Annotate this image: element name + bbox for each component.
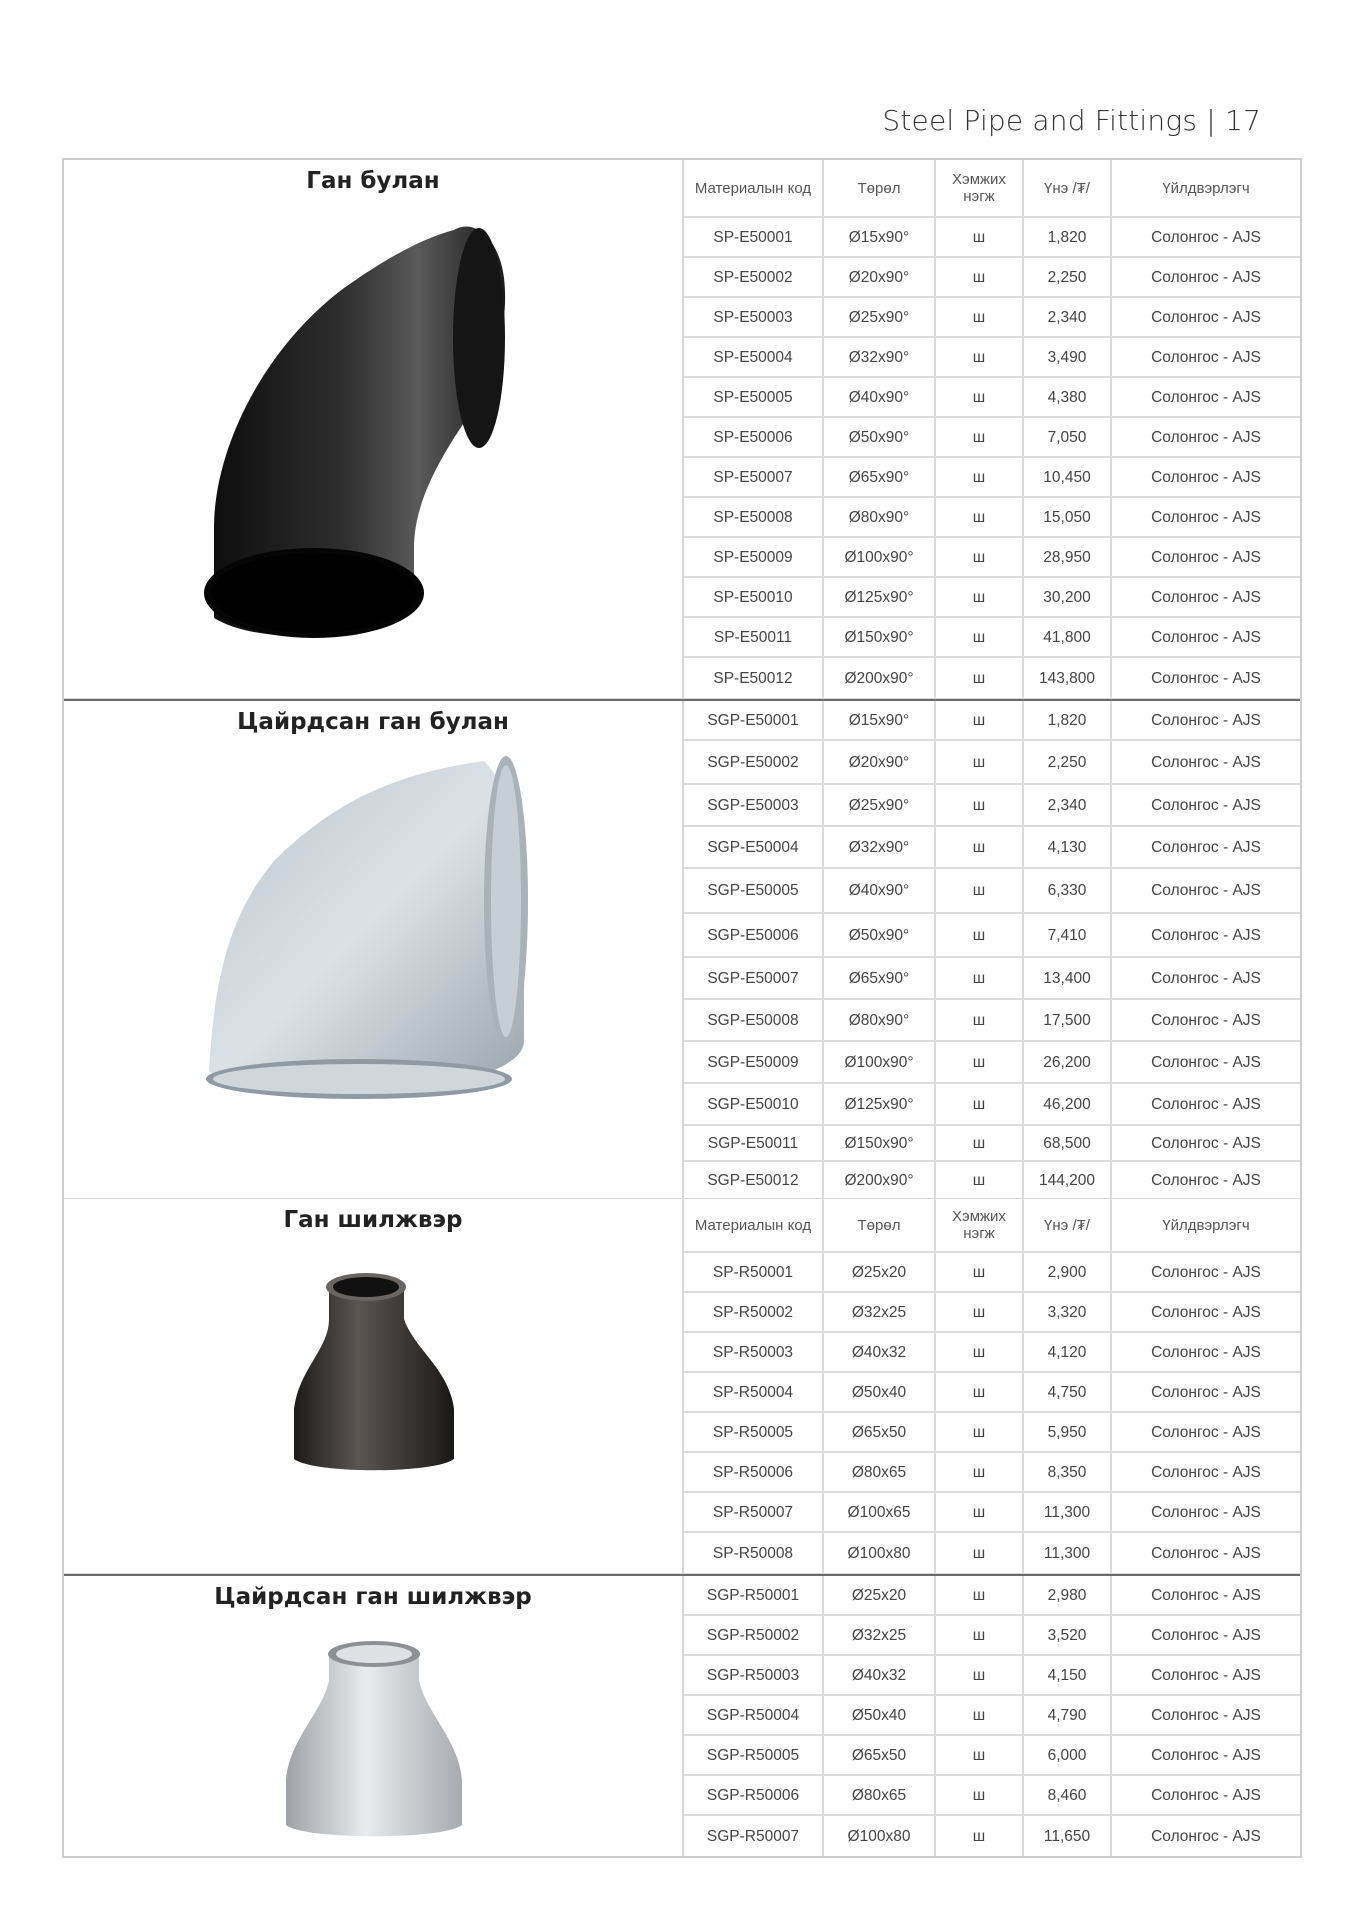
cell-price: 143,800: [1024, 658, 1112, 698]
cell-material-code: SGP-E50002: [684, 741, 824, 783]
cell-material-code: SP-E50005: [684, 378, 824, 416]
cell-material-code: SP-E50007: [684, 458, 824, 496]
cell-price: 6,330: [1024, 869, 1112, 912]
cell-material-code: SP-R50008: [684, 1533, 824, 1573]
cell-type: Ø100x90°: [824, 538, 936, 576]
cell-type: Ø32x25: [824, 1293, 936, 1331]
cell-material-code: SP-R50007: [684, 1493, 824, 1531]
cell-unit: ш: [936, 1776, 1024, 1814]
cell-material-code: SGP-R50002: [684, 1616, 824, 1654]
cell-price: 26,200: [1024, 1042, 1112, 1082]
table-row: [684, 827, 1300, 869]
price-table: [684, 1576, 1300, 1856]
cell-unit: ш: [936, 1616, 1024, 1654]
cell-type: Ø25x20: [824, 1576, 936, 1614]
cell-unit: ш: [936, 538, 1024, 576]
cell-price: 2,900: [1024, 1253, 1112, 1291]
header-type: Төрөл: [824, 160, 936, 216]
cell-unit: ш: [936, 218, 1024, 256]
header-manufacturer: Үйлдвэрлэгч: [1162, 1216, 1250, 1234]
cell-material-code: SP-R50004: [684, 1373, 824, 1411]
cell-price: 3,490: [1024, 338, 1112, 376]
table-row: [684, 1333, 1300, 1373]
cell-unit: ш: [936, 1333, 1024, 1371]
table-row: [684, 1453, 1300, 1493]
galvanized-elbow-icon: [154, 741, 614, 1161]
section-title: Ган шилжвэр: [283, 1207, 463, 1233]
cell-material-code: SGP-E50005: [684, 869, 824, 912]
cell-price: 4,130: [1024, 827, 1112, 867]
cell-manufacturer: Солонгос - AJS: [1151, 1095, 1261, 1113]
cell-price: 4,380: [1024, 378, 1112, 416]
cell-unit: ш: [936, 914, 1024, 956]
cell-manufacturer: Солонгос - AJS: [1151, 753, 1261, 771]
cell-unit: ш: [936, 618, 1024, 656]
cell-manufacturer: Солонгос - AJS: [1151, 1383, 1261, 1401]
table-row: [684, 1816, 1300, 1856]
cell-price: 8,350: [1024, 1453, 1112, 1491]
header-price: Үнэ /₮/: [1024, 1199, 1112, 1251]
cell-type: Ø100x80: [824, 1816, 936, 1856]
cell-material-code: SGP-E50009: [684, 1042, 824, 1082]
price-catalog: [62, 158, 1302, 1858]
section-title: Ган булан: [306, 168, 440, 194]
table-row: [684, 258, 1300, 298]
table-row: [684, 658, 1300, 698]
table-row: [684, 914, 1300, 958]
price-table: [684, 160, 1300, 698]
price-table: [684, 701, 1300, 1198]
cell-unit: ш: [936, 258, 1024, 296]
cell-type: Ø65x50: [824, 1736, 936, 1774]
cell-type: Ø150x90°: [824, 618, 936, 656]
table-row: [684, 741, 1300, 785]
table-row: [684, 458, 1300, 498]
section-visual: [64, 1199, 684, 1573]
cell-price: 1,820: [1024, 218, 1112, 256]
cell-unit: ш: [936, 1293, 1024, 1331]
header-type: Төрөл: [824, 1199, 936, 1251]
cell-material-code: SP-E50012: [684, 658, 824, 698]
cell-price: 1,820: [1024, 701, 1112, 739]
cell-type: Ø200x90°: [824, 1162, 936, 1198]
table-row: [684, 1576, 1300, 1616]
cell-unit: ш: [936, 298, 1024, 336]
cell-unit: ш: [936, 827, 1024, 867]
table-row: [684, 785, 1300, 827]
table-row: [684, 1126, 1300, 1162]
cell-manufacturer: Солонгос - AJS: [1151, 1423, 1261, 1441]
cell-unit: ш: [936, 1453, 1024, 1491]
cell-material-code: SP-E50009: [684, 538, 824, 576]
price-table: [684, 1199, 1300, 1573]
table-row: [684, 578, 1300, 618]
cell-manufacturer: Солонгос - AJS: [1151, 628, 1261, 646]
cell-material-code: SP-E50003: [684, 298, 824, 336]
table-row: [684, 1776, 1300, 1816]
cell-manufacturer: Солонгос - AJS: [1151, 308, 1261, 326]
cell-type: Ø200x90°: [824, 658, 936, 698]
cell-price: 7,410: [1024, 914, 1112, 956]
cell-material-code: SGP-R50007: [684, 1816, 824, 1856]
cell-material-code: SGP-E50004: [684, 827, 824, 867]
cell-unit: ш: [936, 1162, 1024, 1198]
cell-manufacturer: Солонгос - AJS: [1151, 1134, 1261, 1152]
cell-material-code: SP-E50010: [684, 578, 824, 616]
table-row: [684, 1373, 1300, 1413]
cell-material-code: SP-R50003: [684, 1333, 824, 1371]
cell-manufacturer: Солонгос - AJS: [1151, 1544, 1261, 1562]
cell-material-code: SGP-E50012: [684, 1162, 824, 1198]
cell-price: 2,340: [1024, 298, 1112, 336]
cell-type: Ø20x90°: [824, 741, 936, 783]
header-unit: Хэмжих нэгж: [936, 1199, 1024, 1251]
galvanized-reducer-icon: [274, 1630, 474, 1850]
cell-price: 11,650: [1024, 1816, 1112, 1856]
table-row: [684, 958, 1300, 1000]
cell-type: Ø50x90°: [824, 418, 936, 456]
black-reducer-icon: [274, 1259, 474, 1489]
cell-type: Ø80x90°: [824, 498, 936, 536]
cell-price: 2,250: [1024, 258, 1112, 296]
cell-manufacturer: Солонгос - AJS: [1151, 388, 1261, 406]
section-visual: [64, 1576, 684, 1856]
cell-price: 4,120: [1024, 1333, 1112, 1371]
cell-material-code: SGP-R50005: [684, 1736, 824, 1774]
cell-material-code: SGP-E50010: [684, 1084, 824, 1124]
cell-manufacturer: Солонгос - AJS: [1151, 1053, 1261, 1071]
cell-material-code: SP-E50008: [684, 498, 824, 536]
cell-type: Ø15x90°: [824, 701, 936, 739]
cell-material-code: SGP-E50008: [684, 1000, 824, 1040]
cell-unit: ш: [936, 785, 1024, 825]
cell-unit: ш: [936, 658, 1024, 698]
cell-manufacturer: Солонгос - AJS: [1151, 1463, 1261, 1481]
table-row: [684, 1413, 1300, 1453]
table-row: [684, 1533, 1300, 1573]
cell-price: 28,950: [1024, 538, 1112, 576]
cell-material-code: SP-E50002: [684, 258, 824, 296]
cell-price: 46,200: [1024, 1084, 1112, 1124]
cell-type: Ø125x90°: [824, 1084, 936, 1124]
cell-type: Ø80x65: [824, 1453, 936, 1491]
cell-price: 3,320: [1024, 1293, 1112, 1331]
section-visual: [64, 160, 684, 698]
header-unit: Хэмжих нэгж: [936, 160, 1024, 216]
cell-price: 30,200: [1024, 578, 1112, 616]
cell-price: 15,050: [1024, 498, 1112, 536]
black-elbow-icon: [154, 208, 594, 678]
cell-unit: ш: [936, 1373, 1024, 1411]
cell-price: 2,340: [1024, 785, 1112, 825]
section-steel-reducer: [64, 1199, 1300, 1574]
cell-material-code: SGP-E50003: [684, 785, 824, 825]
cell-unit: ш: [936, 1656, 1024, 1694]
table-row: [684, 1253, 1300, 1293]
cell-price: 11,300: [1024, 1533, 1112, 1573]
cell-type: Ø25x90°: [824, 785, 936, 825]
cell-type: Ø80x65: [824, 1776, 936, 1814]
cell-manufacturer: Солонгос - AJS: [1151, 1303, 1261, 1321]
table-row: [684, 1042, 1300, 1084]
section-steel-elbow: [64, 160, 1300, 699]
cell-manufacturer: Солонгос - AJS: [1151, 1827, 1261, 1845]
cell-unit: ш: [936, 1493, 1024, 1531]
cell-unit: ш: [936, 869, 1024, 912]
header-manufacturer: Үйлдвэрлэгч: [1162, 179, 1250, 197]
cell-type: Ø40x32: [824, 1333, 936, 1371]
cell-type: Ø65x50: [824, 1413, 936, 1451]
table-row: [684, 1493, 1300, 1533]
cell-manufacturer: Солонгос - AJS: [1151, 1706, 1261, 1724]
cell-manufacturer: Солонгос - AJS: [1151, 548, 1261, 566]
table-row: [684, 298, 1300, 338]
cell-manufacturer: Солонгос - AJS: [1151, 1011, 1261, 1029]
table-row: [684, 1162, 1300, 1198]
cell-price: 41,800: [1024, 618, 1112, 656]
cell-unit: ш: [936, 418, 1024, 456]
section-title: Цайрдсан ган булан: [237, 709, 509, 735]
cell-unit: ш: [936, 1126, 1024, 1160]
cell-material-code: SP-R50006: [684, 1453, 824, 1491]
cell-material-code: SP-E50011: [684, 618, 824, 656]
cell-unit: ш: [936, 458, 1024, 496]
cell-type: Ø32x25: [824, 1616, 936, 1654]
table-row: [684, 218, 1300, 258]
cell-material-code: SGP-E50006: [684, 914, 824, 956]
cell-price: 8,460: [1024, 1776, 1112, 1814]
cell-unit: ш: [936, 958, 1024, 998]
cell-unit: ш: [936, 1000, 1024, 1040]
table-header-row: [684, 160, 1300, 218]
cell-manufacturer: Солонгос - AJS: [1151, 588, 1261, 606]
cell-manufacturer: Солонгос - AJS: [1151, 1666, 1261, 1684]
cell-unit: ш: [936, 1816, 1024, 1856]
header-price: Үнэ /₮/: [1024, 160, 1112, 216]
cell-price: 10,450: [1024, 458, 1112, 496]
table-row: [684, 1736, 1300, 1776]
cell-material-code: SGP-E50007: [684, 958, 824, 998]
cell-type: Ø65x90°: [824, 458, 936, 496]
cell-manufacturer: Солонгос - AJS: [1151, 1343, 1261, 1361]
cell-manufacturer: Солонгос - AJS: [1151, 796, 1261, 814]
cell-manufacturer: Солонгос - AJS: [1151, 268, 1261, 286]
cell-type: Ø40x90°: [824, 378, 936, 416]
cell-manufacturer: Солонгос - AJS: [1151, 1626, 1261, 1644]
cell-material-code: SP-R50001: [684, 1253, 824, 1291]
section-visual: [64, 701, 684, 1198]
cell-unit: ш: [936, 1533, 1024, 1573]
cell-manufacturer: Солонгос - AJS: [1151, 508, 1261, 526]
cell-manufacturer: Солонгос - AJS: [1151, 969, 1261, 987]
cell-unit: ш: [936, 1413, 1024, 1451]
cell-price: 2,250: [1024, 741, 1112, 783]
cell-material-code: SGP-R50004: [684, 1696, 824, 1734]
cell-unit: ш: [936, 1576, 1024, 1614]
cell-unit: ш: [936, 701, 1024, 739]
cell-type: Ø65x90°: [824, 958, 936, 998]
cell-manufacturer: Солонгос - AJS: [1151, 1503, 1261, 1521]
table-row: [684, 701, 1300, 741]
cell-unit: ш: [936, 378, 1024, 416]
cell-unit: ш: [936, 741, 1024, 783]
table-row: [684, 1696, 1300, 1736]
cell-unit: ш: [936, 1696, 1024, 1734]
cell-unit: ш: [936, 578, 1024, 616]
cell-manufacturer: Солонгос - AJS: [1151, 1586, 1261, 1604]
cell-manufacturer: Солонгос - AJS: [1151, 1786, 1261, 1804]
cell-unit: ш: [936, 1042, 1024, 1082]
cell-manufacturer: Солонгос - AJS: [1151, 1263, 1261, 1281]
table-row: [684, 538, 1300, 578]
cell-material-code: SP-R50005: [684, 1413, 824, 1451]
cell-type: Ø100x65: [824, 1493, 936, 1531]
cell-price: 2,980: [1024, 1576, 1112, 1614]
table-row: [684, 498, 1300, 538]
cell-type: Ø50x90°: [824, 914, 936, 956]
cell-price: 6,000: [1024, 1736, 1112, 1774]
cell-price: 144,200: [1024, 1162, 1112, 1198]
table-row: [684, 1616, 1300, 1656]
cell-type: Ø40x32: [824, 1656, 936, 1694]
cell-price: 4,750: [1024, 1373, 1112, 1411]
cell-type: Ø100x90°: [824, 1042, 936, 1082]
cell-type: Ø100x80: [824, 1533, 936, 1573]
table-row: [684, 338, 1300, 378]
cell-manufacturer: Солонгос - AJS: [1151, 926, 1261, 944]
cell-material-code: SGP-R50006: [684, 1776, 824, 1814]
cell-manufacturer: Солонгос - AJS: [1151, 468, 1261, 486]
cell-material-code: SGP-R50003: [684, 1656, 824, 1694]
cell-material-code: SP-E50001: [684, 218, 824, 256]
cell-price: 3,520: [1024, 1616, 1112, 1654]
cell-material-code: SGP-E50011: [684, 1126, 824, 1160]
section-galvanized-reducer: [64, 1574, 1300, 1856]
cell-manufacturer: Солонгос - AJS: [1151, 882, 1261, 899]
cell-type: Ø32x90°: [824, 338, 936, 376]
table-row: [684, 1000, 1300, 1042]
cell-material-code: SP-R50002: [684, 1293, 824, 1331]
header-material-code: Материалын код: [684, 1199, 824, 1251]
cell-material-code: SGP-R50001: [684, 1576, 824, 1614]
cell-type: Ø125x90°: [824, 578, 936, 616]
cell-price: 5,950: [1024, 1413, 1112, 1451]
cell-type: Ø40x90°: [824, 869, 936, 912]
cell-manufacturer: Солонгос - AJS: [1151, 1171, 1261, 1189]
table-row: [684, 1084, 1300, 1126]
cell-manufacturer: Солонгос - AJS: [1151, 711, 1261, 729]
cell-manufacturer: Солонгос - AJS: [1151, 669, 1261, 687]
cell-price: 4,790: [1024, 1696, 1112, 1734]
table-row: [684, 1293, 1300, 1333]
cell-manufacturer: Солонгос - AJS: [1151, 1746, 1261, 1764]
section-title: Цайрдсан ган шилжвэр: [214, 1584, 532, 1610]
cell-price: 68,500: [1024, 1126, 1112, 1160]
cell-manufacturer: Солонгос - AJS: [1151, 838, 1261, 856]
header-material-code: Материалын код: [684, 160, 824, 216]
section-galvanized-elbow: [64, 699, 1300, 1199]
table-row: [684, 618, 1300, 658]
cell-material-code: SGP-E50001: [684, 701, 824, 739]
cell-type: Ø25x90°: [824, 298, 936, 336]
cell-price: 11,300: [1024, 1493, 1112, 1531]
cell-type: Ø50x40: [824, 1373, 936, 1411]
cell-type: Ø150x90°: [824, 1126, 936, 1160]
cell-manufacturer: Солонгос - AJS: [1151, 428, 1261, 446]
table-row: [684, 378, 1300, 418]
cell-unit: ш: [936, 1084, 1024, 1124]
page-header: Steel Pipe and Fittings | 17: [882, 104, 1261, 137]
table-row: [684, 418, 1300, 458]
cell-material-code: SP-E50006: [684, 418, 824, 456]
cell-type: Ø32x90°: [824, 827, 936, 867]
cell-type: Ø50x40: [824, 1696, 936, 1734]
cell-unit: ш: [936, 1736, 1024, 1774]
cell-price: 13,400: [1024, 958, 1112, 998]
table-header-row: [684, 1199, 1300, 1253]
cell-manufacturer: Солонгос - AJS: [1151, 228, 1261, 246]
cell-unit: ш: [936, 498, 1024, 536]
cell-price: 17,500: [1024, 1000, 1112, 1040]
cell-type: Ø80x90°: [824, 1000, 936, 1040]
table-row: [684, 1656, 1300, 1696]
table-row: [684, 869, 1300, 914]
cell-type: Ø15x90°: [824, 218, 936, 256]
cell-manufacturer: Солонгос - AJS: [1151, 348, 1261, 366]
cell-material-code: SP-E50004: [684, 338, 824, 376]
cell-unit: ш: [936, 338, 1024, 376]
cell-price: 4,150: [1024, 1656, 1112, 1694]
cell-type: Ø25x20: [824, 1253, 936, 1291]
cell-type: Ø20x90°: [824, 258, 936, 296]
cell-unit: ш: [936, 1253, 1024, 1291]
cell-price: 7,050: [1024, 418, 1112, 456]
